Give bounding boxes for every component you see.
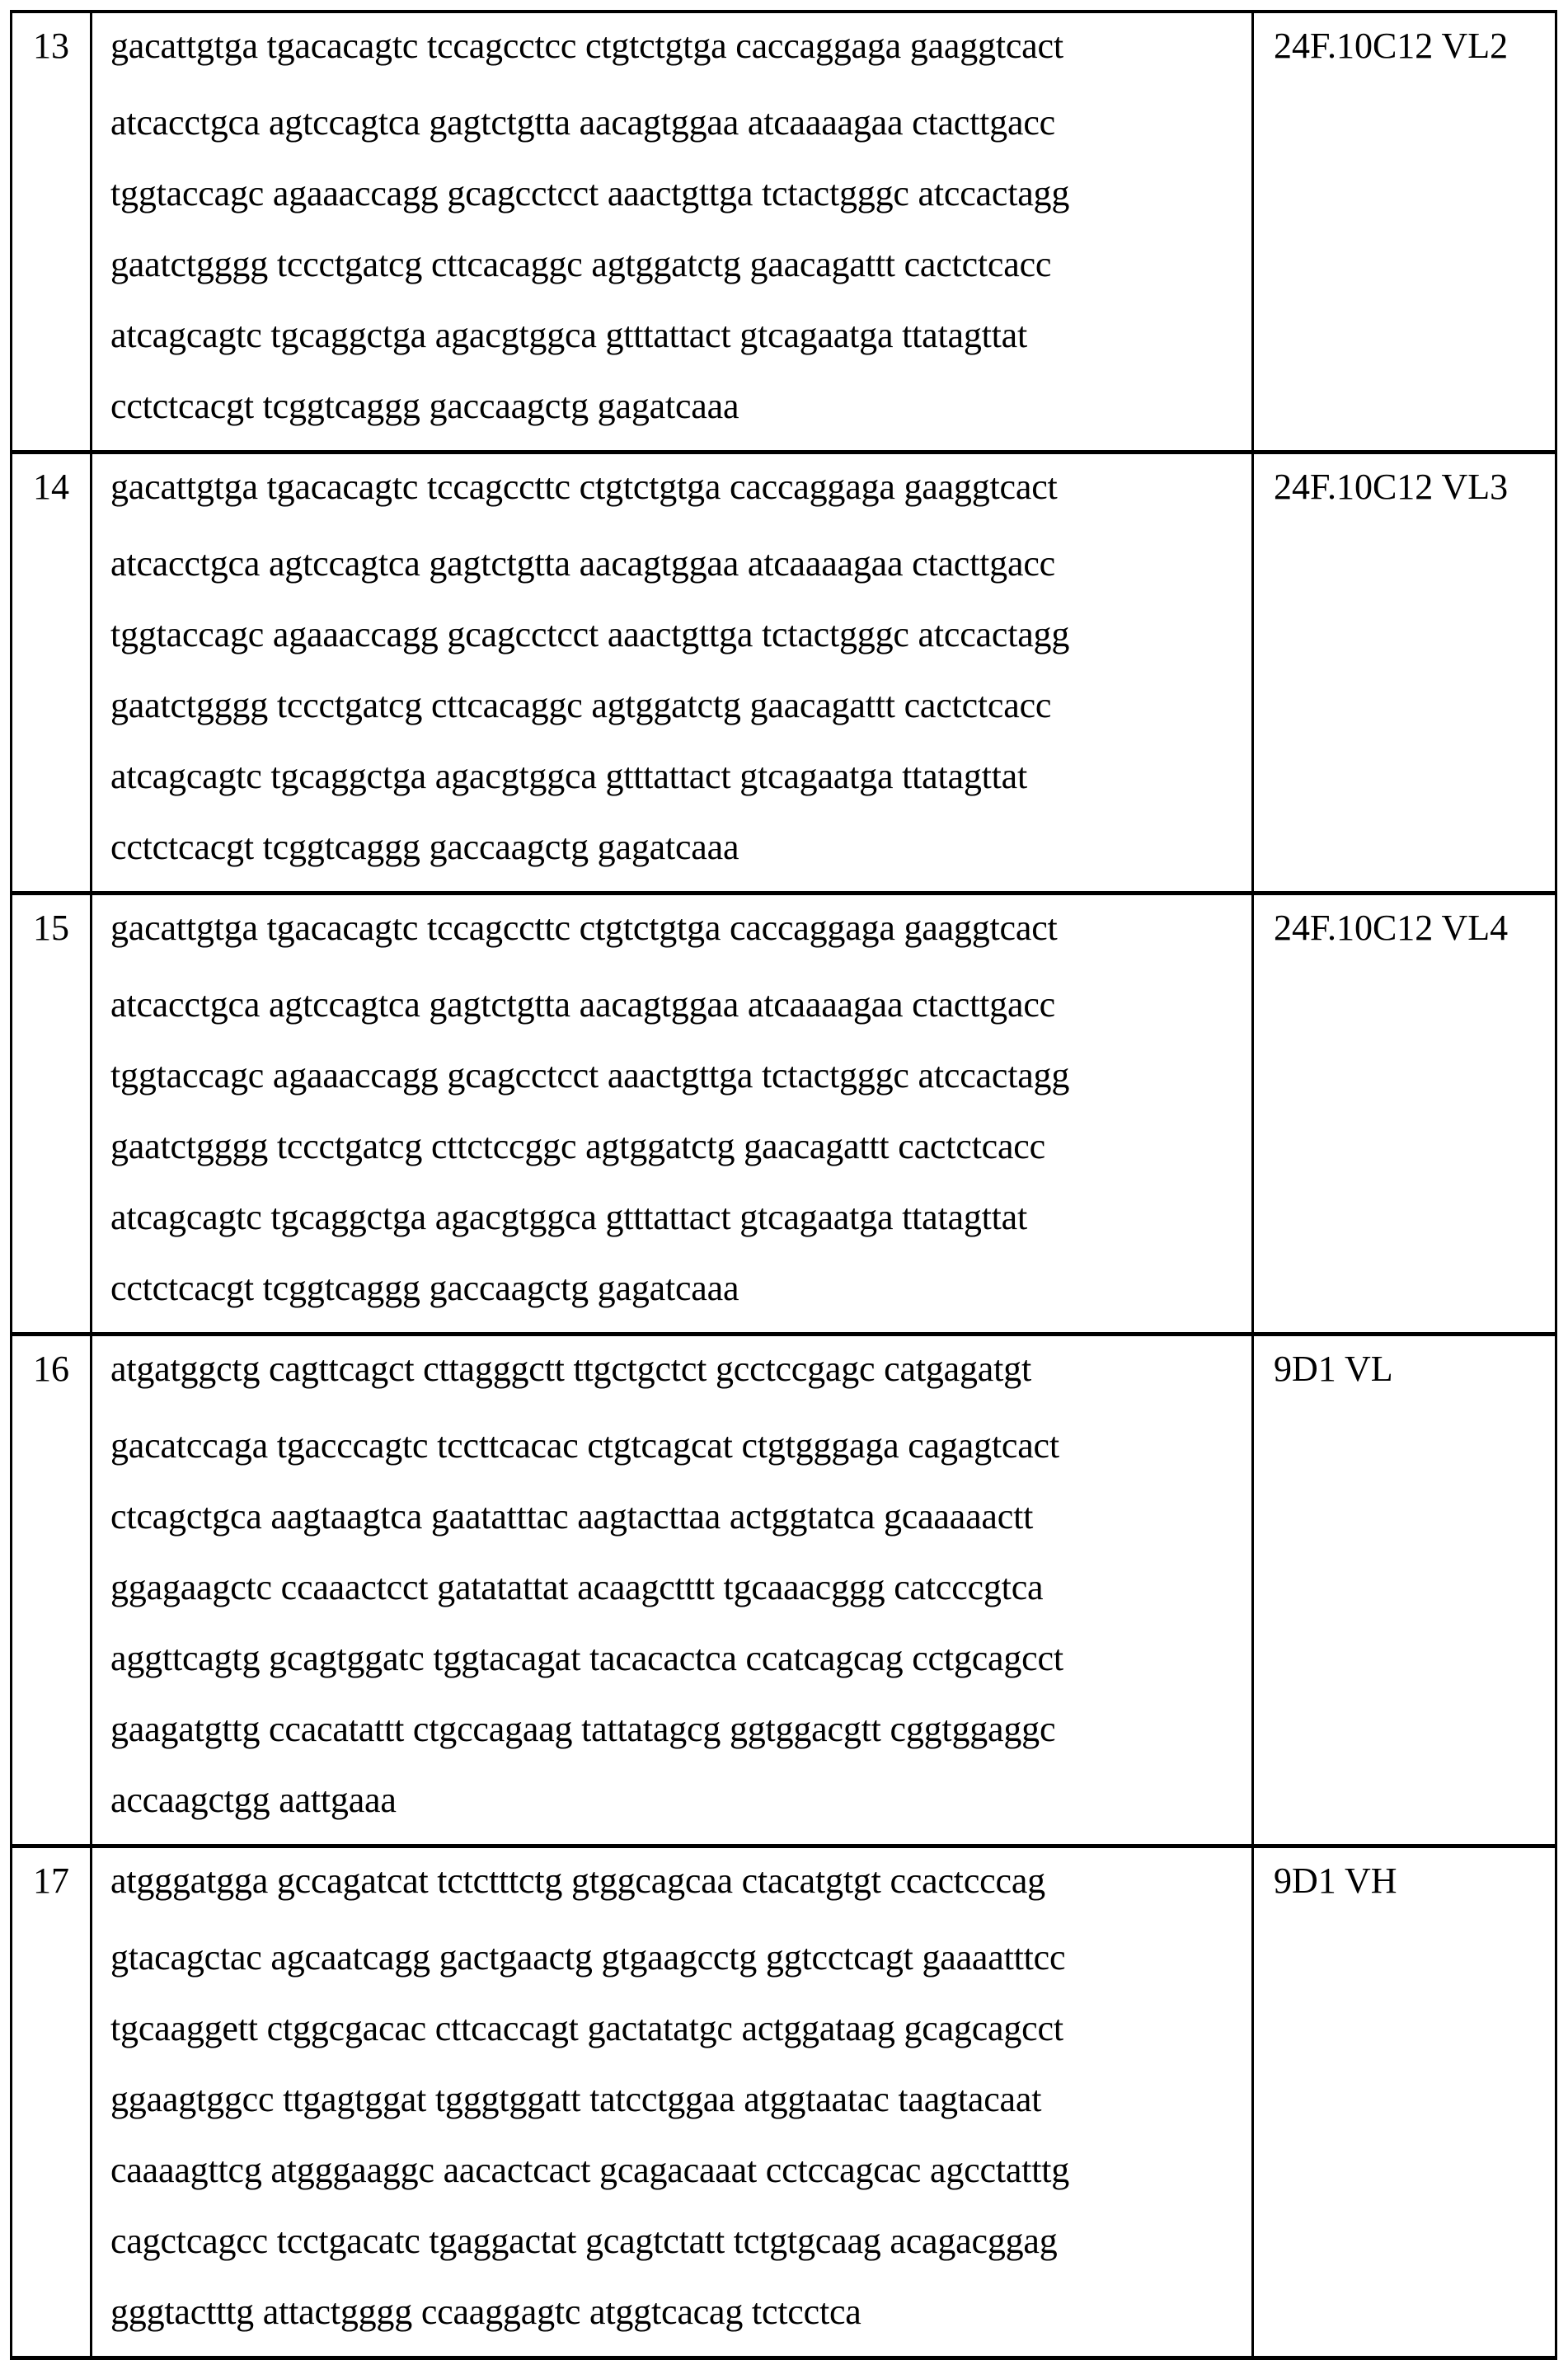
- sequence-line: atcacctgca agtccagtca gagtctgtta aacagtggaa atcaaaagaa ctacttgacc: [110, 984, 1055, 1025]
- sequence-line: tggtaccagc agaaaccagg gcagcctcct aaactgttga tctactgggc atccactagg: [110, 1055, 1070, 1096]
- sequence-line: gacattgtga tgacacagtc tccagccttc ctgtctgtga caccaggaga gaaggtcact: [110, 908, 1058, 948]
- seq-name-cell: [1253, 894, 1556, 1335]
- sequence-line: caaaagttcg atgggaaggc aacactcact gcagacaaat cctccagcac agcctatttg: [110, 2150, 1070, 2190]
- seq-id-cell: [12, 894, 92, 1335]
- table-row: [12, 1846, 1556, 2358]
- sequence-line: atcacctgca agtccagtca gagtctgtta aacagtggaa atcaaaagaa ctacttgacc: [110, 543, 1055, 584]
- seq-id: 15: [33, 908, 69, 948]
- sequence-line: atcacctgca agtccagtca gagtctgtta aacagtggaa atcaaaagaa ctacttgacc: [110, 102, 1055, 143]
- sequence-line: ggaagtggcc ttgagtggat tgggtggatt tatcctggaa atggtaatac taagtacaat: [110, 2079, 1042, 2119]
- seq-id: 16: [33, 1349, 69, 1389]
- seq-name-cell: [1253, 453, 1556, 894]
- seq-name: 24F.10C12 VL4: [1274, 908, 1509, 948]
- seq-id: 14: [33, 467, 69, 507]
- sequence-line: atcagcagtc tgcaggctga agacgtggca gtttattact gtcagaatga ttatagttat: [110, 315, 1028, 355]
- sequence-line: tggtaccagc agaaaccagg gcagcctcct aaactgttga tctactgggc atccactagg: [110, 614, 1070, 655]
- seq-id-cell: [12, 453, 92, 894]
- seq-name: 24F.10C12 VL3: [1274, 467, 1509, 507]
- sequence-cell: [92, 12, 1253, 453]
- sequence-line: cctctcacgt tcggtcaggg gaccaagctg gagatcaaa: [110, 386, 739, 426]
- seq-name-cell: [1253, 12, 1556, 453]
- seq-name: 9D1 VH: [1274, 1860, 1397, 1901]
- sequence-table: [10, 10, 1557, 2360]
- sequence-line: gaatctgggg tccctgatcg cttcacaggc agtggatctg gaacagattt cactctcacc: [110, 685, 1052, 725]
- sequence-cell: [92, 453, 1253, 894]
- table-row: [12, 1335, 1556, 1846]
- seq-id-cell: [12, 1846, 92, 2358]
- sequence-line: gacatccaga tgacccagtc tccttcacac ctgtcagcat ctgtgggaga cagagtcact: [110, 1425, 1059, 1466]
- sequence-cell: [92, 1335, 1253, 1846]
- sequence-line: ctcagctgca aagtaagtca gaatatttac aagtacttaa actggtatca gcaaaaactt: [110, 1496, 1034, 1537]
- sequence-line: atgatggctg cagttcagct cttagggctt ttgctgctct gcctccgagc catgagatgt: [110, 1349, 1031, 1389]
- sequence-line: tgcaaggett ctggcgacac cttcaccagt gactatatgc actggataag gcagcagcct: [110, 2008, 1063, 2048]
- sequence-line: atcagcagtc tgcaggctga agacgtggca gtttattact gtcagaatga ttatagttat: [110, 756, 1028, 796]
- seq-name-cell: [1253, 1335, 1556, 1846]
- sequence-line: gaagatgttg ccacatattt ctgccagaag tattatagcg ggtggacgtt cggtggaggc: [110, 1709, 1056, 1749]
- seq-name: 24F.10C12 VL2: [1274, 26, 1509, 66]
- sequence-line: accaagctgg aattgaaa: [110, 1780, 397, 1820]
- seq-id-cell: [12, 12, 92, 453]
- sequence-line: cctctcacgt tcggtcaggg gaccaagctg gagatcaaa: [110, 1268, 739, 1308]
- table-row: [12, 12, 1556, 453]
- sequence-line: atcagcagtc tgcaggctga agacgtggca gtttattact gtcagaatga ttatagttat: [110, 1197, 1028, 1237]
- table-row: [12, 453, 1556, 894]
- sequence-line: aggttcagtg gcagtggatc tggtacagat tacacactca ccatcagcag cctgcagcct: [110, 1638, 1063, 1678]
- sequence-line: atgggatgga gccagatcat tctctttctg gtggcagcaa ctacatgtgt ccactcccag: [110, 1860, 1045, 1901]
- sequence-line: gtacagctac agcaatcagg gactgaactg gtgaagcctg ggtcctcagt gaaaatttcc: [110, 1937, 1066, 1978]
- seq-id: 13: [33, 26, 69, 66]
- sequence-line: cagctcagcc tcctgacatc tgaggactat gcagtctatt tctgtgcaag acagacggag: [110, 2221, 1058, 2261]
- seq-id-cell: [12, 1335, 92, 1846]
- sequence-cell: [92, 1846, 1253, 2358]
- seq-id: 17: [33, 1860, 69, 1901]
- sequence-line: gacattgtga tgacacagtc tccagccttc ctgtctgtga caccaggaga gaaggtcact: [110, 467, 1058, 507]
- seq-name-cell: [1253, 1846, 1556, 2358]
- sequence-line: gacattgtga tgacacagtc tccagcctcc ctgtctgtga caccaggaga gaaggtcact: [110, 26, 1063, 66]
- sequence-line: cctctcacgt tcggtcaggg gaccaagctg gagatcaaa: [110, 827, 739, 867]
- table-row: [12, 894, 1556, 1335]
- sequence-line: gggtactttg attactgggg ccaaggagtc atggtcacag tctcctca: [110, 2292, 861, 2332]
- seq-name: 9D1 VL: [1274, 1349, 1393, 1389]
- sequence-line: gaatctgggg tccctgatcg cttcacaggc agtggatctg gaacagattt cactctcacc: [110, 244, 1052, 284]
- sequence-line: ggagaagctc ccaaactcct gatatattat acaagctttt tgcaaacggg catcccgtca: [110, 1567, 1044, 1607]
- sequence-cell: [92, 894, 1253, 1335]
- sequence-line: gaatctgggg tccctgatcg cttctccggc agtggatctg gaacagattt cactctcacc: [110, 1126, 1045, 1166]
- sequence-line: tggtaccagc agaaaccagg gcagcctcct aaactgttga tctactgggc atccactagg: [110, 173, 1070, 213]
